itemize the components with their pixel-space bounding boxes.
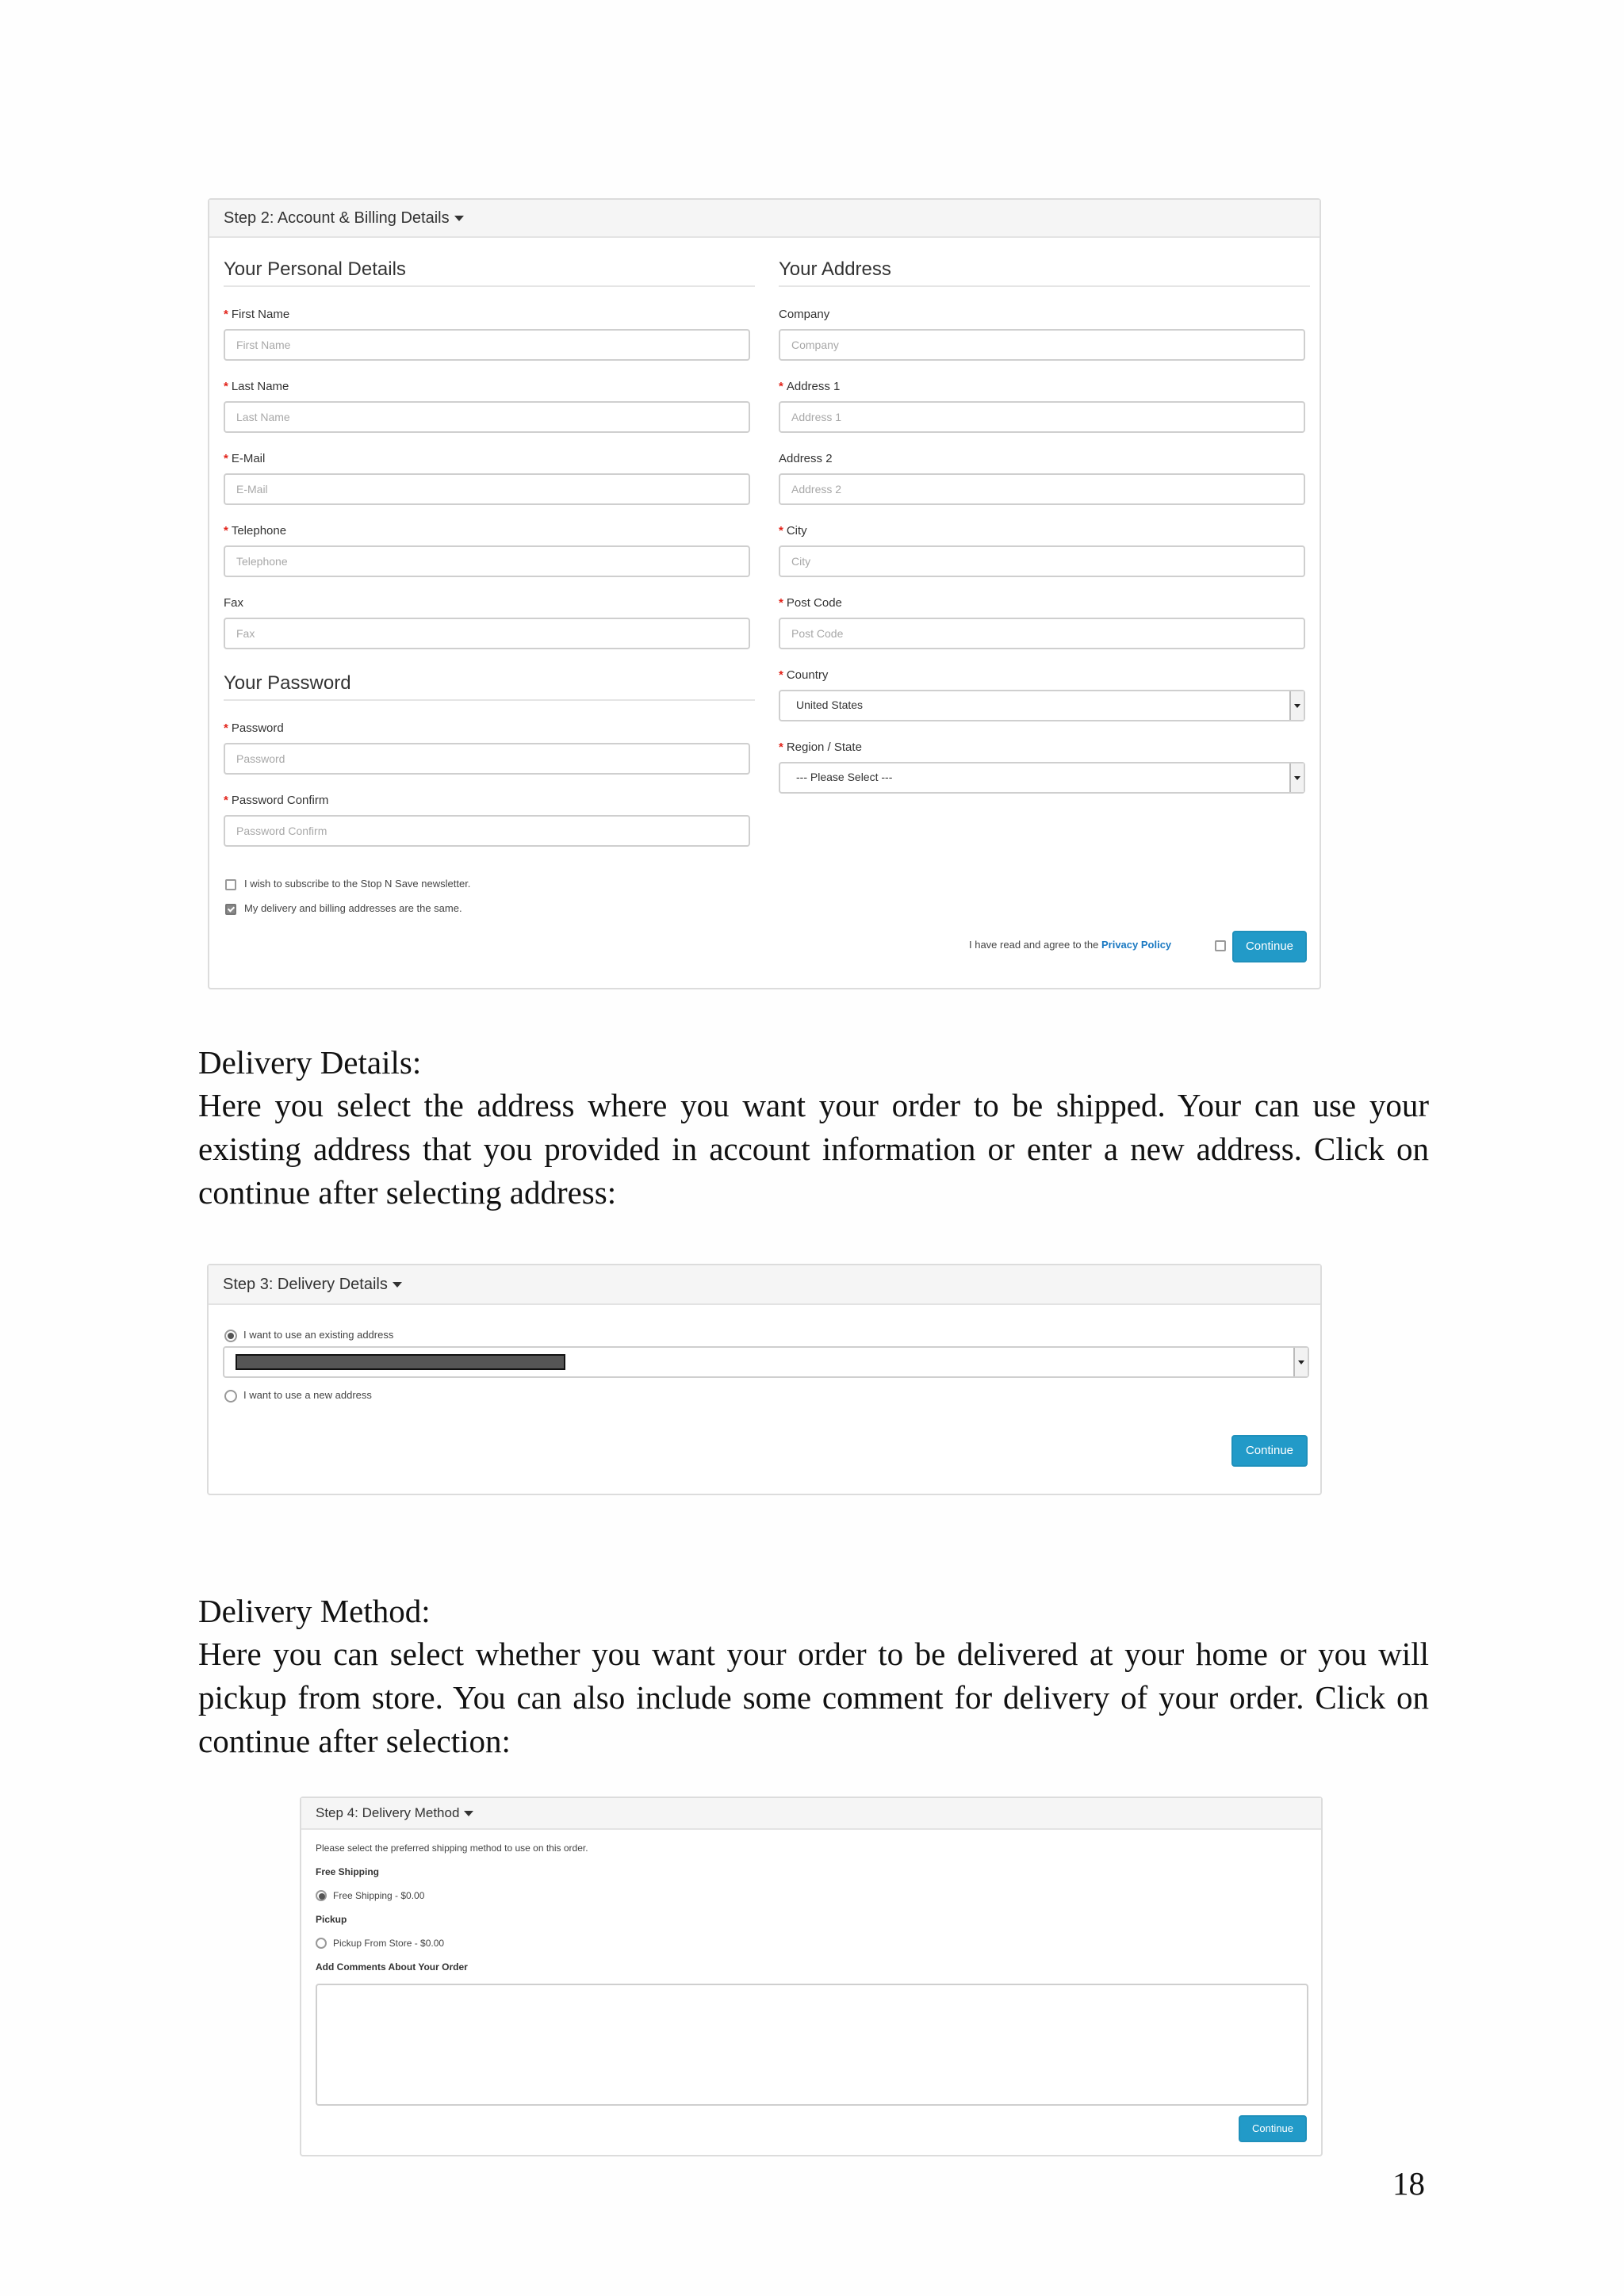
- step3-continue-button[interactable]: Continue: [1231, 1435, 1308, 1467]
- new-address-label: I want to use a new address: [243, 1389, 372, 1401]
- newsletter-checkbox[interactable]: [225, 879, 236, 890]
- delivery-details-heading: Delivery Details:: [198, 1044, 422, 1081]
- telephone-label: * Telephone: [224, 524, 287, 538]
- address-heading: Your Address: [779, 258, 891, 280]
- step4-title-text: Step 4: Delivery Method: [316, 1805, 460, 1820]
- delivery-method-heading: Delivery Method:: [198, 1593, 431, 1629]
- step4-title[interactable]: [316, 1805, 473, 1821]
- city-input[interactable]: [779, 545, 1305, 577]
- password-input[interactable]: [224, 743, 750, 775]
- password-confirm-input[interactable]: [224, 815, 750, 847]
- same-address-label: My delivery and billing addresses are the same.: [244, 902, 462, 914]
- country-select-value: United States: [796, 698, 864, 711]
- company-label: Company: [779, 308, 830, 321]
- region-select-value: --- Please Select ---: [796, 771, 893, 783]
- caret-down-icon: [464, 1811, 473, 1816]
- free-shipping-radio[interactable]: [316, 1890, 327, 1901]
- address2-input[interactable]: [779, 473, 1305, 505]
- step3-title[interactable]: [223, 1276, 402, 1294]
- newsletter-label: I wish to subscribe to the Stop N Save newsletter.: [244, 878, 471, 890]
- shipping-instruction: Please select the preferred shipping method to use on this order.: [316, 1843, 588, 1854]
- delivery-method-text: Here you can select whether you want your order to be delivered at your home or you will pickup from store. You can also include some comment for delivery of your order. Click on continue after selection:: [198, 1636, 1429, 1759]
- pickup-option: Pickup From Store - $0.00: [333, 1938, 445, 1949]
- select-arrow-icon: [1293, 1348, 1308, 1376]
- step3-panel: [207, 1264, 1322, 1495]
- select-arrow-icon: [1289, 763, 1304, 792]
- agree-prefix: I have read and agree to the: [969, 939, 1099, 951]
- company-input[interactable]: [779, 329, 1305, 361]
- free-shipping-heading: Free Shipping: [316, 1866, 380, 1877]
- step4-header[interactable]: [301, 1798, 1321, 1830]
- region-label: * Region / State: [779, 740, 862, 754]
- delivery-details-text: Here you select the address where you want your order to be shipped. Your can use your existing address that you provided in account information or enter a new address. Click on continue after selecting address:: [198, 1087, 1429, 1211]
- select-arrow-icon: [1289, 691, 1304, 720]
- agree-checkbox[interactable]: [1215, 940, 1226, 951]
- step2-title[interactable]: [224, 209, 464, 228]
- redacted-address-bar: [236, 1354, 565, 1370]
- city-label: * City: [779, 524, 807, 538]
- email-input[interactable]: [224, 473, 750, 505]
- password-heading: Your Password: [224, 672, 351, 694]
- free-shipping-option: Free Shipping - $0.00: [333, 1890, 425, 1901]
- address1-input[interactable]: [779, 401, 1305, 433]
- step4-panel: [300, 1797, 1323, 2156]
- fax-label: Fax: [224, 596, 244, 610]
- address-rule: [779, 285, 1310, 287]
- step3-title-text: Step 3: Delivery Details: [223, 1276, 388, 1293]
- address2-label: Address 2: [779, 452, 833, 465]
- region-select[interactable]: [779, 762, 1305, 794]
- address1-label: * Address 1: [779, 380, 841, 393]
- privacy-policy-link[interactable]: Privacy Policy: [1101, 939, 1172, 951]
- personal-details-heading: Your Personal Details: [224, 258, 406, 280]
- country-label: * Country: [779, 668, 829, 682]
- step2-continue-button[interactable]: Continue: [1232, 931, 1307, 962]
- personal-details-rule: [224, 285, 755, 287]
- country-select[interactable]: [779, 690, 1305, 721]
- new-address-radio[interactable]: [224, 1390, 237, 1402]
- existing-address-radio[interactable]: [224, 1330, 237, 1342]
- page-number: 18: [1392, 2165, 1425, 2202]
- existing-address-select[interactable]: [223, 1346, 1309, 1378]
- comments-heading: Add Comments About Your Order: [316, 1961, 468, 1973]
- email-label: * E-Mail: [224, 452, 266, 465]
- password-rule: [224, 699, 755, 701]
- same-address-checkbox[interactable]: [225, 904, 236, 915]
- fax-input[interactable]: [224, 618, 750, 649]
- step2-title-text: Step 2: Account & Billing Details: [224, 209, 450, 227]
- step2-panel: [208, 198, 1321, 989]
- pickup-heading: Pickup: [316, 1914, 347, 1925]
- step4-continue-button[interactable]: Continue: [1239, 2115, 1307, 2142]
- step3-header[interactable]: [209, 1265, 1320, 1305]
- telephone-input[interactable]: [224, 545, 750, 577]
- post-code-input[interactable]: [779, 618, 1305, 649]
- password-confirm-label: * Password Confirm: [224, 794, 329, 807]
- comments-textarea[interactable]: [316, 1984, 1308, 2106]
- password-label: * Password: [224, 721, 284, 735]
- first-name-input[interactable]: [224, 329, 750, 361]
- caret-down-icon: [454, 216, 464, 221]
- last-name-input[interactable]: [224, 401, 750, 433]
- post-code-label: * Post Code: [779, 596, 842, 610]
- caret-down-icon: [393, 1282, 402, 1288]
- first-name-label: * First Name: [224, 308, 290, 321]
- pickup-radio[interactable]: [316, 1938, 327, 1949]
- agree-text: [969, 939, 1171, 951]
- last-name-label: * Last Name: [224, 380, 289, 393]
- step2-header[interactable]: [209, 200, 1320, 238]
- existing-address-label: I want to use an existing address: [243, 1329, 394, 1341]
